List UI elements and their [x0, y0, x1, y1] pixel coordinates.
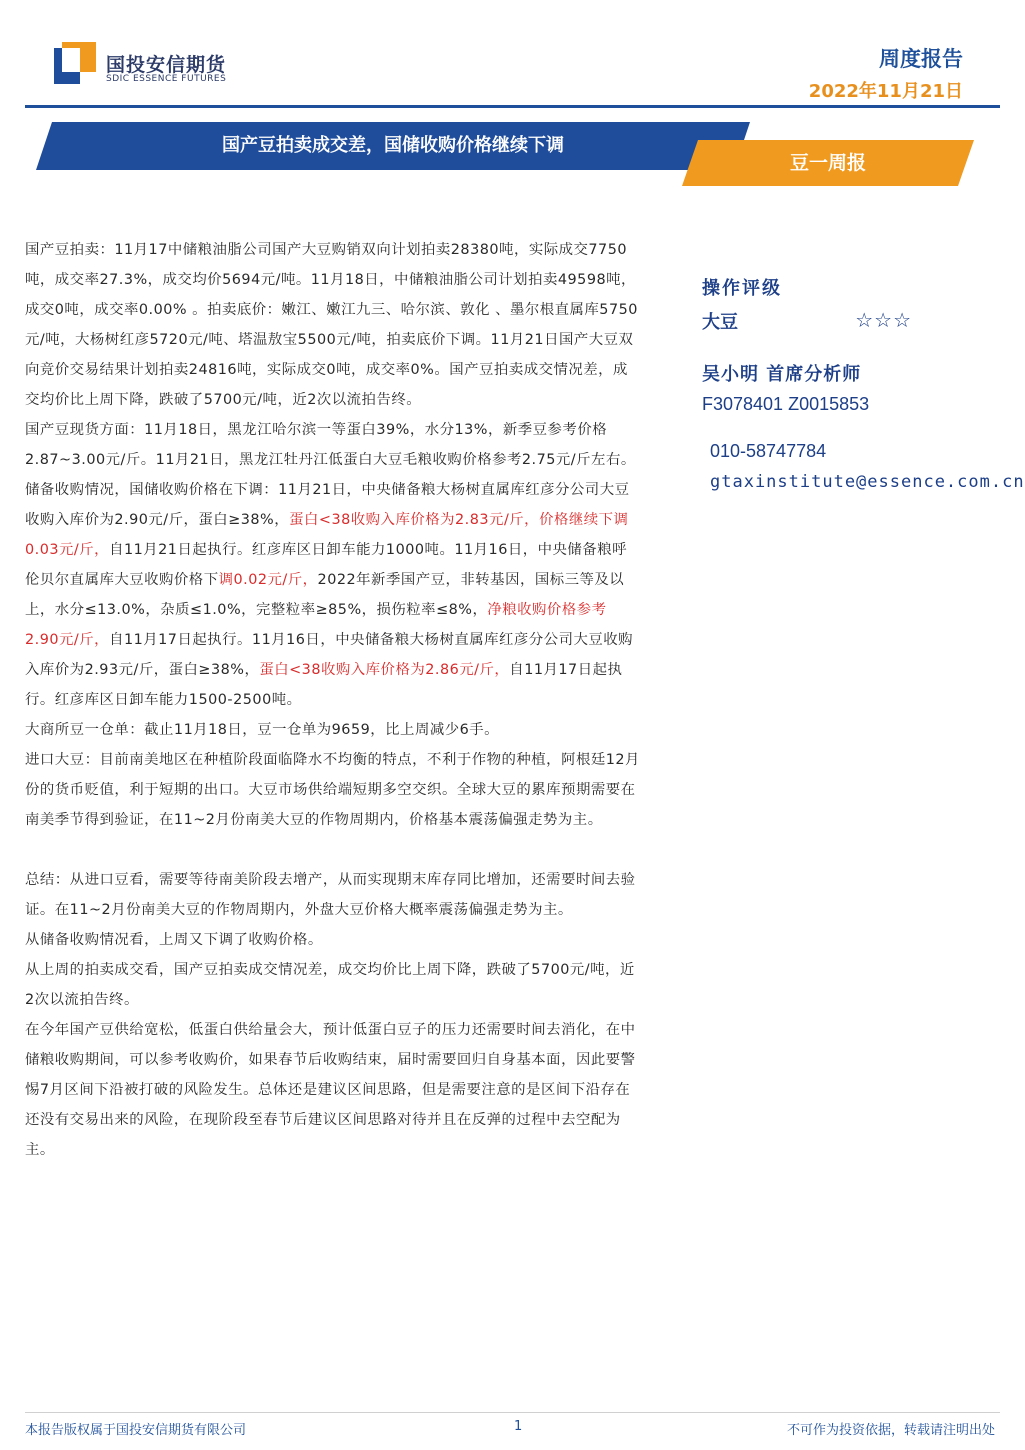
paragraph-auction: 国产豆拍卖：11月17中储粮油脂公司国产大豆购销双向计划拍卖28380吨，实际成交7750吨，成交率27.3%，成交均价5694元/吨。11月18日，中储粮油脂公司计划拍卖49598吨，成交0吨，成交率0.00% 。拍卖底价：嫩江、嫩江九三、哈尔滨、敦化 、墨尔根直属库5750元/吨，大杨树红彦5720元/吨、塔温敖宝5500元/吨，拍卖底价下调。11月21日国产大豆双向竞价交易结果计划拍卖24816吨，实际成交0吨，成交率0%。国产豆拍卖成交情况差，成交均价比上周下降，跌破了5700元/吨，近2次以流拍告终。 [25, 242, 638, 408]
page-number: 1 [514, 1419, 523, 1434]
rating-product: 大豆 [702, 312, 738, 333]
company-logo-icon [54, 42, 96, 84]
reserve-text: 自11月17日起执行。红彦库区日卸车能力1500-2500吨。 [25, 662, 623, 708]
paragraph-summary: 总结：从进口豆看，需要等待南美阶段去增产，从而实现期末库存同比增加，还需要时间去验证。在11~2月份南美大豆的作物周期内，外盘大豆价格大概率震荡偏强走势为主。 [25, 872, 636, 918]
paragraph-import: 进口大豆：目前南美地区在种植阶段面临降水不均衡的特点，不利于作物的种植，阿根廷12月份的货币贬值，利于短期的出口。大豆市场供给端短期多空交织。全球大豆的累库预期需要在南美季节得到验证，在11~2月份南美大豆的作物周期内，价格基本震荡偏强走势为主。 [25, 752, 640, 828]
footer-copyright: 本报告版权属于国投安信期货有限公司 [25, 1423, 247, 1438]
header-divider [25, 105, 1000, 108]
footer-divider [25, 1412, 1000, 1413]
reserve-highlight: 蛋白<38收购入库价格为2.86元/斤， [259, 662, 510, 678]
contact-phone: 010-58747784 [710, 441, 827, 461]
sidebar [702, 274, 1025, 492]
report-type: 周度报告 [879, 47, 963, 71]
reserve-highlight: 净粮收购价格参考2.90元/斤， [25, 602, 607, 648]
footer-disclaimer: 不可作为投资依据，转载请注明出处 [786, 1423, 995, 1438]
analyst-certificate: F3078401 Z0015853 [702, 394, 870, 414]
paragraph-reserve [25, 475, 640, 715]
report-date: 2022年11月21日 [808, 81, 963, 102]
reserve-text: 储备收购情况，国储收购价格在下调：11月21日，中央储备粮大杨树直属库红彦分公司大豆收购入库价为2.90元/斤，蛋白≥38%， [25, 482, 630, 528]
contact-email[interactable]: gtaxinstitute@essence.com.cn [710, 472, 1025, 492]
report-body [25, 235, 640, 1165]
paragraph-warehouse: 大商所豆一仓单：截止11月18日，豆一仓单为9659，比上周减少6手。 [25, 722, 500, 738]
spacer [25, 835, 640, 865]
paragraph-summary-outlook: 在今年国产豆供给宽松，低蛋白供给量会大，预计低蛋白豆子的压力还需要时间去消化，在中储粮收购期间，可以参考收购价，如果春节后收购结束，届时需要回归自身基本面，因此要警惕7月区间下沿被打破的风险发生。总体还是建议区间思路，但是需要注意的是区间下沿存在还没有交易出来的风险，在现阶段至春节后建议区间思路对待并且在反弹的过程中去空配为主。 [25, 1022, 636, 1158]
report-tag: 豆一周报 [789, 152, 866, 174]
paragraph-summary-auction: 从上周的拍卖成交看，国产豆拍卖成交情况差，成交均价比上周下降，跌破了5700元/吨，近2次以流拍告终。 [25, 962, 635, 1008]
rating-stars-icon: ☆☆☆ [855, 308, 912, 332]
analyst-name: 吴小明 首席分析师 [702, 364, 862, 385]
company-name: 国投安信期货 [106, 54, 227, 76]
rating-row [702, 308, 912, 334]
paragraph-spot: 国产豆现货方面：11月18日，黑龙江哈尔滨一等蛋白39%，水分13%，新季豆参考价格2.87~3.00元/斤。11月21日，黑龙江牡丹江低蛋白大豆毛粮收购价格参考2.75元/斤左右。 [25, 422, 636, 468]
report-title: 国产豆拍卖成交差，国储收购价格继续下调 [222, 135, 564, 156]
reserve-highlight: 调0.02元/斤， [218, 572, 318, 588]
reserve-text: 2022年新季国产豆，非转基因，国标三等及以上，水分≤13.0%，杂质≤1.0%，完整粒率≥85%，损伤粒率≤8%， [25, 572, 625, 618]
reserve-text: 自11月17日起执行。11月16日，中央储备粮大杨树直属库红彦分公司大豆收购入库价为2.93元/斤，蛋白≥38%， [25, 632, 634, 678]
reserve-highlight: 蛋白<38收购入库价格为2.83元/斤，价格继续下调0.03元/斤， [25, 512, 629, 558]
company-name-en: SDIC ESSENCE FUTURES [106, 74, 227, 84]
rating-title: 操作评级 [702, 278, 782, 299]
paragraph-summary-reserve: 从储备收购情况看，上周又下调了收购价格。 [25, 932, 323, 948]
reserve-text: 自11月21日起执行。红彦库区日卸车能力1000吨。11月16日，中央储备粮呼伦贝尔直属库大豆收购价格下 [25, 542, 627, 588]
